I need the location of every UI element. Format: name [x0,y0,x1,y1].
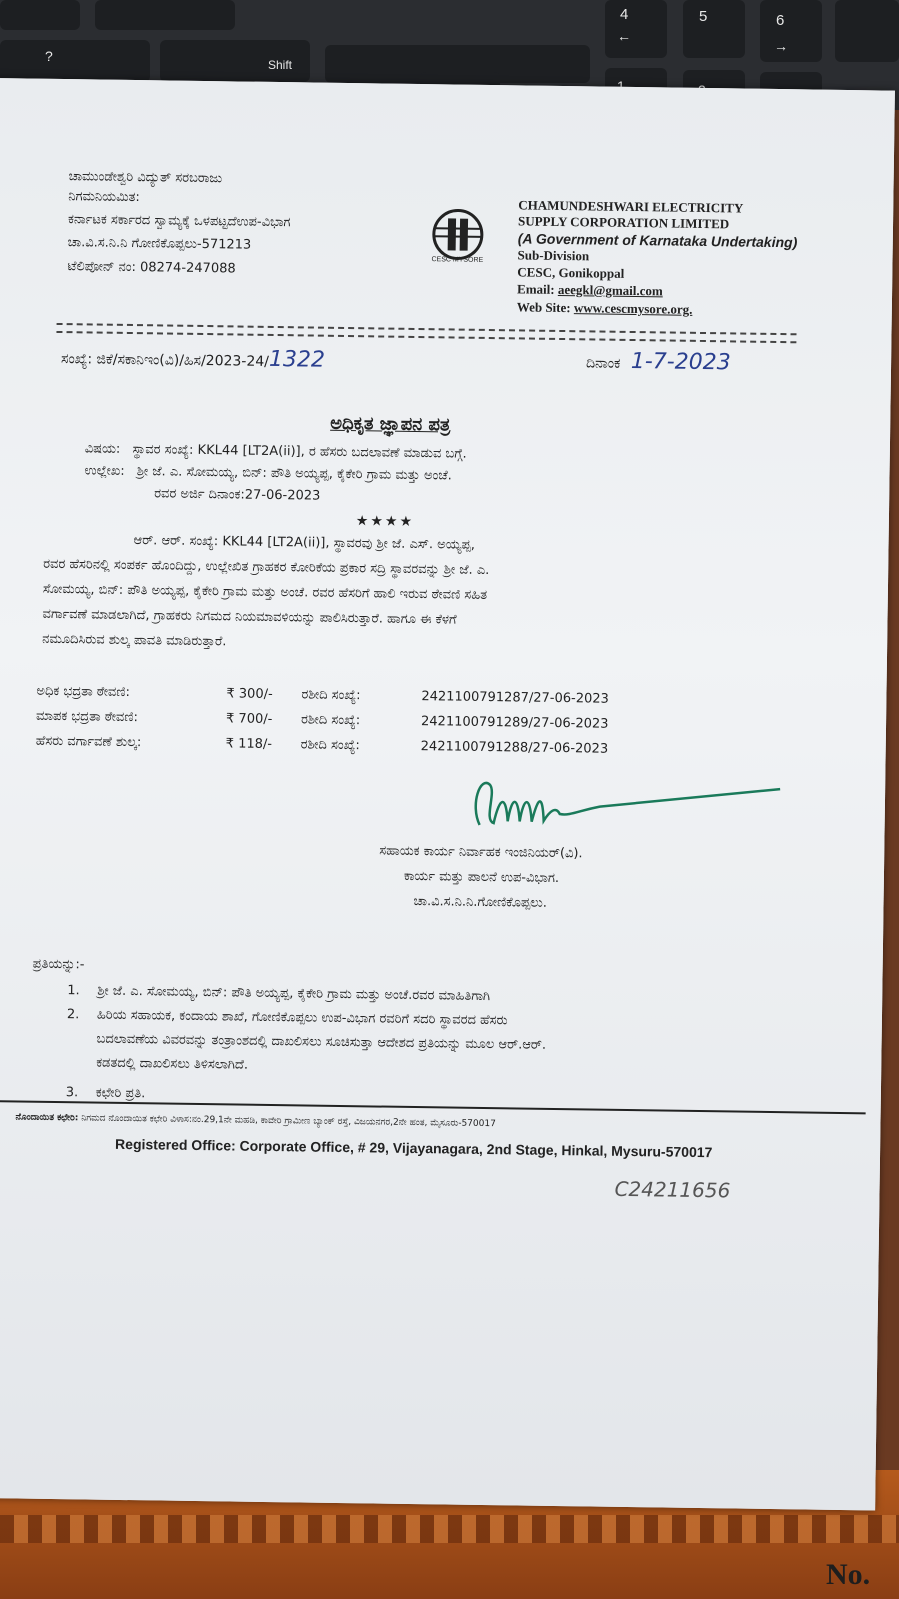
copy-text: ಬದಲಾವಣೆಯ ವಿವರವನ್ನು ತಂತ್ರಾಂಶದಲ್ಲಿ ದಾಖಲಿಸಲು ಸೂಚಿಸುತ್ತಾ ಆದೇಶದ ಪ್ರತಿಯನ್ನು ಮೂಲ ಆರ್.ಆರ್. [96,1031,547,1053]
copy-text: ಹಿರಿಯ ಸಹಾಯಕ, ಕಂದಾಯ ಶಾಖೆ, ಗೋಣಿಕೊಪ್ಪಲು ಉಪ-ವಿಭಾಗ ರವರಿಗೆ ಸದರಿ ಸ್ಥಾವರದ ಹೆಸರು [96,1007,508,1029]
website-link[interactable]: www.cescmysore.org. [573,300,693,317]
fee-label: ಹೆಸರು ವರ್ಗಾವಣೆ ಶುಲ್ಕ: [35,733,142,751]
copy-text: ಕಛೇರಿ ಪ್ರತಿ. [95,1085,146,1102]
fees-table [36,684,797,770]
decorative-border [0,1515,899,1543]
body-line: ಸೋಮಯ್ಯ, ಬಿನ್: ಪೌತಿ ಅಯ್ಯಪ್ಪ, ಕೈಕೇರಿ ಗ್ರಾಮ ಮತ್ತು ಅಂಚೆ. ರವರ ಹೆಸರಿಗೆ ಹಾಲಿ ಇರುವ ಠೇವಣಿ ಸಹಿತ [42,581,488,603]
reference-text: ಶ್ರೀ ಜೆ. ಎ. ಸೋಮಯ್ಯ, ಬಿನ್: ಪೌತಿ ಅಯ್ಯಪ್ಪ, ಕೈಕೇರಿ ಗ್ರಾಮ ಮತ್ತು ಅಂಚೆ. [136,464,452,484]
receipt-label: ರಶೀದಿ ಸಂಖ್ಯೆ: [300,737,360,754]
footer-kannada-label: ನೊಂದಾಯಿತ ಕಛೇರಿ: [15,1112,79,1124]
reference-label: ಉಲ್ಲೇಖ: [84,463,125,479]
body-line: ನಮೂದಿಸಿರುವ ಶುಲ್ಕ ಪಾವತಿ ಮಾಡಿರುತ್ತಾರೆ. [42,631,227,650]
letterhead-kannada-line1: ಚಾಮುಂಡೇಶ್ವರಿ ವಿದ್ಯುತ್ ಸರಬರಾಜು [68,169,223,187]
keyboard-key [835,0,899,62]
subject-line [85,441,467,461]
copies-list [66,979,828,1116]
reference-line [84,463,452,483]
letterhead-english-line4: Sub-Division [517,247,590,264]
letterhead-kannada-line5: ಟೆಲಿಪೋನ್ ನಂ: 08274-247088 [67,259,236,277]
signatory-designation: ಸಹಾಯಕ ಕಾರ್ಯ ನಿರ್ವಾಹಕ ಇಂಜಿನಿಯರ್(ವಿ). [379,843,583,862]
folder-number-label: No. [826,1558,871,1591]
letterhead-email [517,281,663,299]
letterhead-website [517,299,693,317]
logo-caption: CESC MYSORE [431,256,484,264]
reference-number-label: ಸಂಖ್ಯೆ: ಜಿಕೆ/ಸಕಾನಿಇಂ(ವಿ)/ಹಿಸ/2023-24/ [60,351,270,370]
copies-heading: ಪ್ರತಿಯನ್ನು:- [32,956,85,973]
letterhead-kannada-line2: ನಿಗಮನಿಯಮಿತ: [68,189,140,206]
signature [459,765,790,850]
receipt-number: 2421100791288/27-06-2023 [420,739,609,757]
keyboard-key [0,0,80,30]
subject-label: ವಿಷಯ: [84,441,121,457]
reference-number-handwritten: 1322 [268,346,326,373]
cesc-logo [425,206,490,267]
keyboard-key: 4 ← [605,0,667,58]
fee-label: ಅಧಿಕ ಭದ್ರತಾ ಠೇವಣಿ: [36,683,131,701]
receipt-number: 2421100791287/27-06-2023 [421,689,609,707]
letterhead-kannada-line3: ಕರ್ನಾಟಕ ಸರ್ಕಾರದ ಸ್ವಾಮ್ಯಕ್ಕೆ ಒಳಪಟ್ಟದೆಉಪ-ವಿಭಾಗ [67,212,291,231]
footer-kannada-text: ನಿಗಮದ ನೊಂದಾಯಿತ ಕಛೇರಿ ವಿಳಾಸ:ನಂ.29,1ನೇ ಮಹಡಿ, ಕಾವೇರಿ ಗ್ರಾಮೀಣ ಬ್ಯಾಂಕ್ ರಸ್ತೆ, ವಿಜಯನಗರ,2ನೇ ಹಂತ, ಮೈಸೂರು-570017 [81,1113,496,1130]
letterhead-english-line2: SUPPLY CORPORATION LIMITED [517,213,730,232]
fee-amount: ₹ 118/- [225,736,273,753]
reference-number [61,344,325,373]
letterhead-english-line3: (A Government of Karnataka Undertaking) [517,230,798,251]
copy-text: ಶ್ರೀ ಜೆ. ಎ. ಸೋಮಯ್ಯ, ಬಿನ್: ಪೌತಿ ಅಯ್ಯಪ್ಪ, ಕೈಕೇರಿ ಗ್ರಾಮ ಮತ್ತು ಅಂಚೆ.ರವರ ಮಾಹಿತಿಗಾಗಿ [97,983,491,1005]
website-label: Web Site: [516,299,571,316]
signatory-office: ಕಾರ್ಯ ಮತ್ತು ಪಾಲನೆ ಉಪ-ವಿಭಾಗ. [403,868,560,887]
fee-amount: ₹ 300/- [226,686,273,703]
reference-line-2: ರವರ ಅರ್ಜಿ ದಿನಾಂಕ:27-06-2023 [154,486,321,504]
keyboard-key: 6 → [760,0,822,62]
signatory-location: ಚಾ.ವಿ.ಸ.ನಿ.ನಿ.ಗೋಣಿಕೊಪ್ಪಲು. [413,893,547,911]
keyboard-key: Shift [160,40,310,82]
letterhead-english-line1: CHAMUNDESHWARI ELECTRICITY [518,197,744,216]
keyboard-key: ? [0,40,150,82]
letterhead-english-line5: CESC, Gonikoppal [517,264,625,281]
subject-text: ಸ್ಥಾವರ ಸಂಖ್ಯೆ: KKL44 [LT2A(ii)], ರ ಹೆಸರು ಬದಲಾವಣೆ ಮಾಡುವ ಬಗ್ಗೆ. [132,442,467,462]
footer-english: Registered Office: Corporate Office, # 29, Vijayanagara, 2nd Stage, Hinkal, Mysuru-570017 [115,1135,713,1161]
receipt-number: 2421100791289/27-06-2023 [420,714,609,732]
keyboard-key: 5 [683,0,745,58]
memo-paper [0,78,895,1510]
email-link[interactable]: aeegkl@gmail.com [557,281,663,299]
copy-number: 1. [67,983,80,999]
date-handwritten: 1-7-2023 [630,348,731,376]
copy-text: ಕಡತದಲ್ಲಿ ದಾಖಲಿಸಲು ತಿಳಿಸಲಾಗಿದೆ. [96,1055,249,1073]
fee-label: ಮಾಪಕ ಭದ್ರತಾ ಠೇವಣಿ: [35,708,139,726]
memo-body [42,527,804,663]
section-stars: ★★★★ [355,513,415,530]
body-line: ಆರ್. ಆರ್. ಸಂಖ್ಯೆ: KKL44 [LT2A(ii)], ಸ್ಥಾವರವು ಶ್ರೀ ಜೆ. ಎಸ್. ಅಯ್ಯಪ್ಪ, [133,533,476,553]
date-label: ದಿನಾಂಕ [585,355,621,372]
memo-date [586,348,731,375]
copy-item [66,1003,827,1086]
fee-amount: ₹ 700/- [225,711,273,728]
body-line: ರವರ ಹೆಸರಿನಲ್ಲಿ ಸಂಪರ್ಕ ಹೊಂದಿದ್ದು, ಉಲ್ಲೇಖಿತ ಗ್ರಾಹಕರ ಕೋರಿಕೆಯ ಪ್ರಕಾರ ಸದ್ರಿ ಸ್ಥಾವರವನ್ನು ಶ್ರೀ ಜೆ. ಎ. [43,556,490,579]
footer-handwritten-number: C24211656 [614,1176,731,1203]
memo-title: ಅಧಿಕೃತ ಜ್ಞಾಪನ ಪತ್ರ [330,412,451,436]
email-label: Email: [517,281,555,297]
copy-number: 2. [66,1007,80,1023]
copy-number: 3. [65,1085,79,1101]
footer-kannada [15,1112,495,1129]
letterhead-kannada-line4: ಚಾ.ವಿ.ಸ.ನಿ.ನಿ ಗೋಣಿಕೊಪ್ಪಲು-571213 [67,235,252,253]
receipt-label: ರಶೀದಿ ಸಂಖ್ಯೆ: [301,687,361,704]
keyboard-key [95,0,235,30]
body-line: ವರ್ಗಾವಣೆ ಮಾಡಲಾಗಿದೆ, ಗ್ರಾಹಕರು ನಿಗಮದ ನಿಯಮಾವಳಿಯನ್ನು ಪಾಲಿಸಿರುತ್ತಾರೆ. ಹಾಗೂ ಈ ಕೆಳಗೆ [42,606,457,628]
receipt-label: ರಶೀದಿ ಸಂಖ್ಯೆ: [300,712,361,729]
